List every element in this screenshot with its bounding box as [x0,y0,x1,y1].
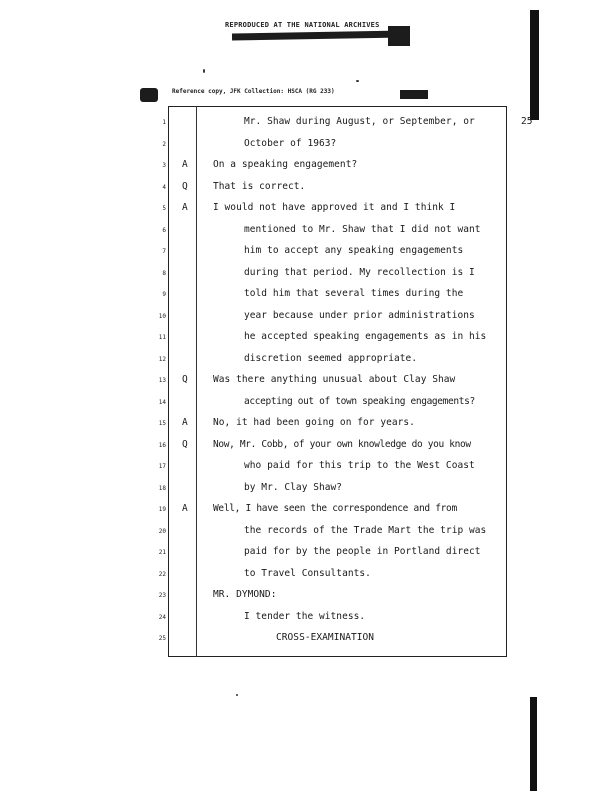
testimony-text: Now, Mr. Cobb, of your own knowledge do you know [213,438,471,450]
speaker-label: A [182,417,188,428]
testimony-text: No, it had been going on for years. [213,417,415,428]
line-number: 20 [158,527,166,535]
line-number: 22 [158,570,166,578]
speaker-label: A [182,159,188,170]
line-number: 7 [162,248,166,255]
line-number: 2 [162,140,166,148]
line-number: 18 [158,484,166,492]
scan-speck [356,80,359,82]
speaker-label: Q [182,180,188,192]
line-number: 25 [158,635,166,642]
speaker-label: Q [182,438,188,450]
hole-punch-mark [140,88,158,102]
transcript-line [0,288,612,302]
archive-stamp: REPRODUCED AT THE NATIONAL ARCHIVES [225,21,380,29]
testimony-text: accepting out of town speaking engagements? [244,395,475,407]
testimony-text: by Mr. Clay Shaw? [244,481,343,493]
testimony-text: him to accept any speaking engagements [244,245,464,256]
testimony-text: MR. DYMOND: [213,589,277,600]
testimony-text: year because under prior administrations [244,309,475,321]
section-heading: CROSS-EXAMINATION [276,632,375,643]
line-number: 9 [162,291,166,298]
testimony-text: told him that several times during the [244,288,464,299]
testimony-text: he accepted speaking engagements as in his [244,331,487,342]
speaker-label: A [182,503,188,514]
transcript-line [0,525,612,539]
line-number: 14 [158,398,166,406]
line-number: 17 [158,463,166,470]
redaction-mark [400,90,428,99]
transcript-line [0,611,612,625]
line-number: 5 [162,205,166,212]
transcript-line [0,439,612,453]
line-number: 23 [158,592,166,599]
transcript-line [0,546,612,560]
transcript-line [0,396,612,410]
transcript-line [0,202,612,216]
transcript-line [0,224,612,238]
line-number: 13 [158,377,166,384]
transcript-line [0,138,612,152]
line-number: 10 [158,312,166,320]
line-number: 24 [158,613,166,621]
speaker-label: A [182,202,188,213]
transcript-line [0,374,612,388]
line-number: 11 [158,334,166,341]
testimony-text: the records of the Trade Mart the trip was [244,524,487,536]
transcript-line [0,460,612,474]
scan-speck [203,69,205,73]
reference-line: Reference copy, JFK Collection: HSCA (RG 233) [172,88,335,95]
transcript-line [0,116,612,130]
testimony-text: October of 1963? [244,137,337,149]
transcript-line [0,568,612,582]
transcript-line [0,503,612,517]
stamp-smear-blot [388,26,410,46]
line-number: 6 [162,226,166,234]
testimony-text: Was there anything unusual about Clay Shaw [213,374,456,385]
line-number: 21 [158,549,166,556]
transcript-line [0,159,612,173]
line-number: 16 [158,441,166,449]
testimony-text: On a speaking engagement? [213,159,358,170]
line-number: 15 [158,420,166,427]
testimony-text: paid for by the people in Portland direct [244,546,481,557]
transcript-line [0,181,612,195]
line-number: 4 [162,183,166,191]
scan-edge-bar-bottom [530,697,537,791]
transcript-line [0,417,612,431]
line-number: 3 [162,162,166,169]
speaker-label: Q [182,374,188,385]
stamp-smear [232,30,407,40]
line-number: 1 [162,119,166,126]
testimony-text: Mr. Shaw during August, or September, or [244,116,475,127]
testimony-text: That is correct. [213,180,306,192]
testimony-text: discretion seemed appropriate. [244,352,418,364]
transcript-line [0,589,612,603]
line-number: 12 [158,355,166,363]
testimony-text: I tender the witness. [244,610,366,622]
testimony-text: I would not have approved it and I think I [213,202,456,213]
testimony-text: during that period. My recollection is I [244,266,475,278]
transcript-line [0,245,612,259]
transcript-line [0,331,612,345]
scan-speck [236,694,238,696]
testimony-text: who paid for this trip to the West Coast [244,460,475,471]
testimony-text: to Travel Consultants. [244,567,371,579]
line-number: 8 [162,269,166,277]
transcript-line [0,310,612,324]
testimony-text: mentioned to Mr. Shaw that I did not want [244,223,481,235]
testimony-text: Well, I have seen the correspondence and from [213,503,457,514]
transcript-line [0,267,612,281]
transcript-line [0,353,612,367]
scan-edge-bar-top [530,10,539,120]
line-number: 19 [158,506,166,513]
page-number: 25 [521,116,533,127]
transcript-line [0,482,612,496]
transcript-line [0,632,612,646]
